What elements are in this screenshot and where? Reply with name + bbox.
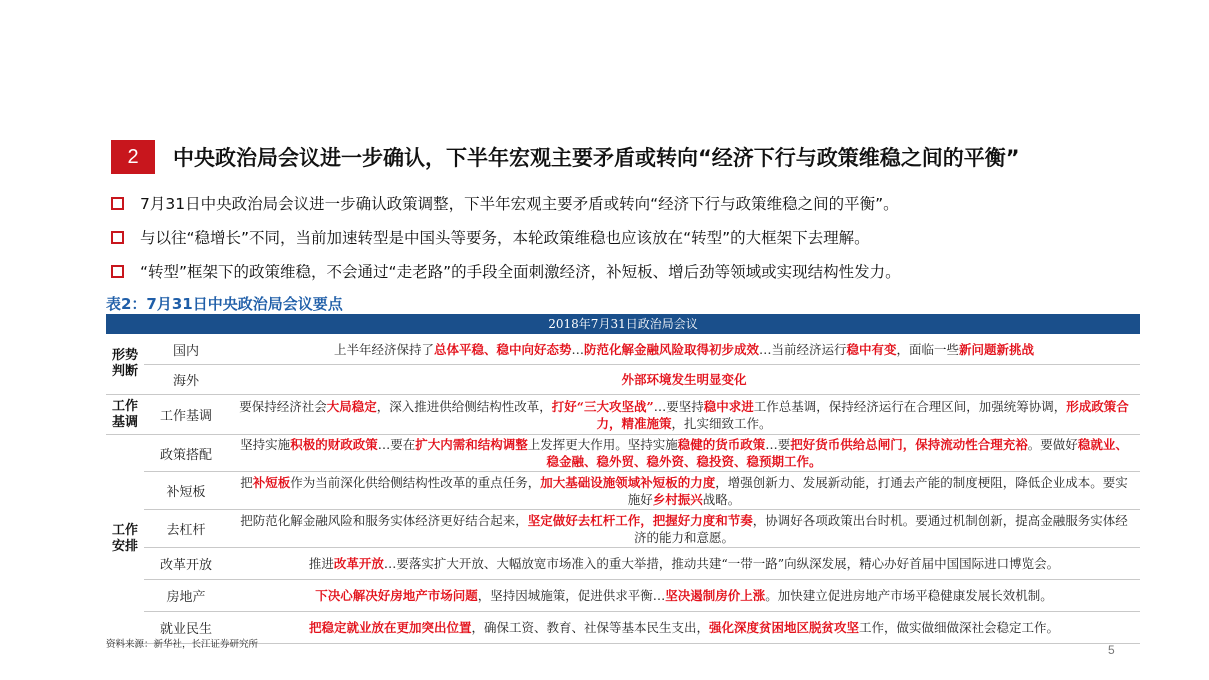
row-label: 改革开放 [159, 558, 212, 573]
section-title: 中央政治局会议进一步确认，下半年宏观主要矛盾或转向“经济下行与政策维稳之间的平衡” [173, 146, 1020, 170]
highlight-text: 改革开放 [333, 556, 384, 571]
row-label: 国内 [172, 343, 199, 359]
row-content [228, 334, 1140, 364]
row-content [228, 395, 1140, 434]
highlight-text: 加大基础设施领域补短板的力度 [540, 474, 716, 490]
table-row [144, 365, 1140, 395]
body-text: 把 [240, 474, 253, 490]
table-row [144, 548, 1140, 580]
body-text: 把防范化解金融风险和服务实体经济更好结合起来， [240, 512, 528, 528]
highlight-text: 总体平稳、稳中向好态势 [433, 341, 572, 357]
bullet-list [111, 186, 901, 288]
body-text: … [571, 341, 584, 357]
highlight-text: 形成政策合力，精准施策 [596, 398, 1129, 431]
highlight-text: 打好“三大攻坚战” [551, 398, 654, 414]
highlight-text: 防范化解金融风险取得初步成效 [583, 341, 759, 357]
bullet-text: 7月31日中央政治局会议进一步确认政策调整，下半年宏观主要矛盾或转向“经济下行与政策维稳之间的平衡”。 [140, 195, 899, 213]
body-text: 战略。 [702, 491, 741, 507]
table-group-arrangement [106, 435, 1140, 644]
row-text [309, 555, 1059, 572]
row-content [228, 365, 1140, 394]
source-note: 资料来源：新华社，长江证券研究所 [106, 639, 259, 650]
body-text: 。加快建立促进房地产市场平稳健康发展长效机制。 [765, 588, 1053, 603]
body-text: 作为当前深化供给侧结构性改革的重点任务， [290, 474, 541, 490]
highlight-text: 坚定做好去杠杆工作，把握好力度和节奏 [527, 512, 753, 528]
row-text [234, 398, 1134, 432]
highlight-text: 积极的财政政策 [290, 437, 378, 452]
bullet-text: “转型”框架下的政策维稳，不会通过“走老路”的手段全面刺激经济，补短板、增后劲等领域或实现结构性发力。 [140, 263, 901, 281]
body-text: ，扎实细致工作。 [671, 415, 772, 431]
row-content [228, 612, 1140, 643]
body-text: …要坚持 [653, 398, 704, 414]
page-number: 5 [1108, 643, 1115, 657]
table-row [144, 395, 1140, 435]
body-text: ，增强创新力、发展新动能，打通去产能的制度梗阻，降低企业成本。要实施好 [627, 474, 1128, 507]
group-label: 工作 安排 [106, 435, 144, 644]
row-label: 海外 [172, 374, 199, 389]
group-label: 形势 判断 [106, 334, 144, 395]
square-bullet-icon [111, 231, 124, 244]
highlight-text: 稳健的货币政策 [677, 437, 766, 452]
row-content [228, 435, 1140, 471]
table-group-tone [106, 395, 1140, 435]
table-header: 2018年7月31日政治局会议 [106, 314, 1140, 334]
body-text: …要 [765, 437, 791, 452]
row-text [315, 587, 1053, 604]
table-row [144, 580, 1140, 612]
row-label: 就业民生 [159, 622, 212, 637]
row-text [309, 619, 1059, 636]
highlight-text: 补短板 [252, 474, 291, 490]
section-title-bar [111, 140, 1020, 174]
highlight-text: 外部环境发生明显变化 [621, 372, 747, 387]
section-number-badge: 2 [111, 140, 155, 174]
highlight-text: 稳就业、稳金融、稳外贸、稳外资、稳投资、稳预期工作。 [546, 437, 1128, 469]
body-text: ，确保工资、教育、社保等基本民生支出， [471, 620, 709, 635]
body-text: 要保持经济社会 [239, 398, 327, 414]
bullet-item [111, 254, 901, 288]
body-text: 工作总基调，保持经济运行在合理区间，加强统筹协调， [753, 398, 1067, 414]
row-label: 工作基调 [159, 409, 212, 424]
body-text: …要落实扩大开放、大幅放宽市场准入的重大举措，推动共建“一带一路”向纵深发展，精心办好首届中国国际进口博览会。 [383, 556, 1060, 571]
square-bullet-icon [111, 265, 124, 278]
meeting-table [106, 314, 1140, 644]
bullet-text: 与以往“稳增长”不同，当前加速转型是中国头等要务，本轮政策维稳也应该放在“转型”的大框架下去理解。 [140, 229, 870, 247]
body-text: ，深入推进供给侧结构性改革， [376, 398, 552, 414]
highlight-text: 新问题新挑战 [959, 341, 1035, 357]
row-label: 补短板 [166, 485, 206, 500]
body-text: 上发挥更大作用。坚持实施 [527, 437, 678, 452]
highlight-text: 大局稳定 [326, 398, 377, 414]
row-label: 去杠杆 [166, 523, 206, 538]
highlight-text: 把好货币供给总闸门，保持流动性合理充裕 [790, 437, 1028, 452]
table-row [144, 612, 1140, 644]
highlight-text: 把稳定就业放在更加突出位置 [308, 620, 472, 635]
highlight-text: 下决心解决好房地产市场问题 [315, 588, 478, 603]
row-label: 政策搭配 [159, 447, 212, 463]
highlight-text: 乡村振兴 [652, 491, 703, 507]
highlight-text: 强化深度贫困地区脱贫攻坚 [709, 620, 860, 635]
row-content [228, 548, 1140, 579]
row-text [234, 512, 1134, 546]
row-text [334, 341, 1034, 358]
highlight-text: 坚决遏制房价上涨 [665, 588, 766, 603]
bullet-item [111, 186, 901, 220]
table-row [144, 510, 1140, 548]
body-text: ，坚持因城施策，促进供求平衡… [477, 588, 666, 603]
row-text [234, 474, 1134, 508]
body-text: 上半年经济保持了 [333, 341, 434, 357]
body-text: …要在 [377, 437, 416, 452]
table-group-situation [106, 334, 1140, 395]
body-text: 坚持实施 [240, 437, 291, 452]
body-text: ，面临一些 [896, 341, 960, 357]
body-text: 。要做好 [1027, 437, 1078, 452]
row-content [228, 580, 1140, 611]
table-row [144, 334, 1140, 365]
row-content [228, 472, 1140, 509]
highlight-text: 稳中求进 [703, 398, 754, 414]
table-row [144, 472, 1140, 510]
row-label: 房地产 [166, 590, 206, 605]
body-text: …当前经济运行 [758, 341, 847, 357]
row-text [621, 371, 746, 388]
body-text: 推进 [308, 556, 334, 571]
body-text: ，协调好各项政策出台时机。要通过机制创新，提高金融服务实体经济的能力和意愿。 [633, 512, 1128, 545]
table-caption: 表2：7月31日中央政治局会议要点 [106, 295, 343, 313]
highlight-text: 稳中有变 [846, 341, 897, 357]
square-bullet-icon [111, 197, 124, 210]
bullet-item [111, 220, 901, 254]
body-text: 工作，做实做细做深社会稳定工作。 [859, 620, 1060, 635]
row-text [234, 436, 1134, 470]
table-row [144, 435, 1140, 472]
group-label: 工作 基调 [106, 395, 144, 435]
highlight-text: 扩大内需和结构调整 [415, 437, 528, 452]
row-content [228, 510, 1140, 547]
